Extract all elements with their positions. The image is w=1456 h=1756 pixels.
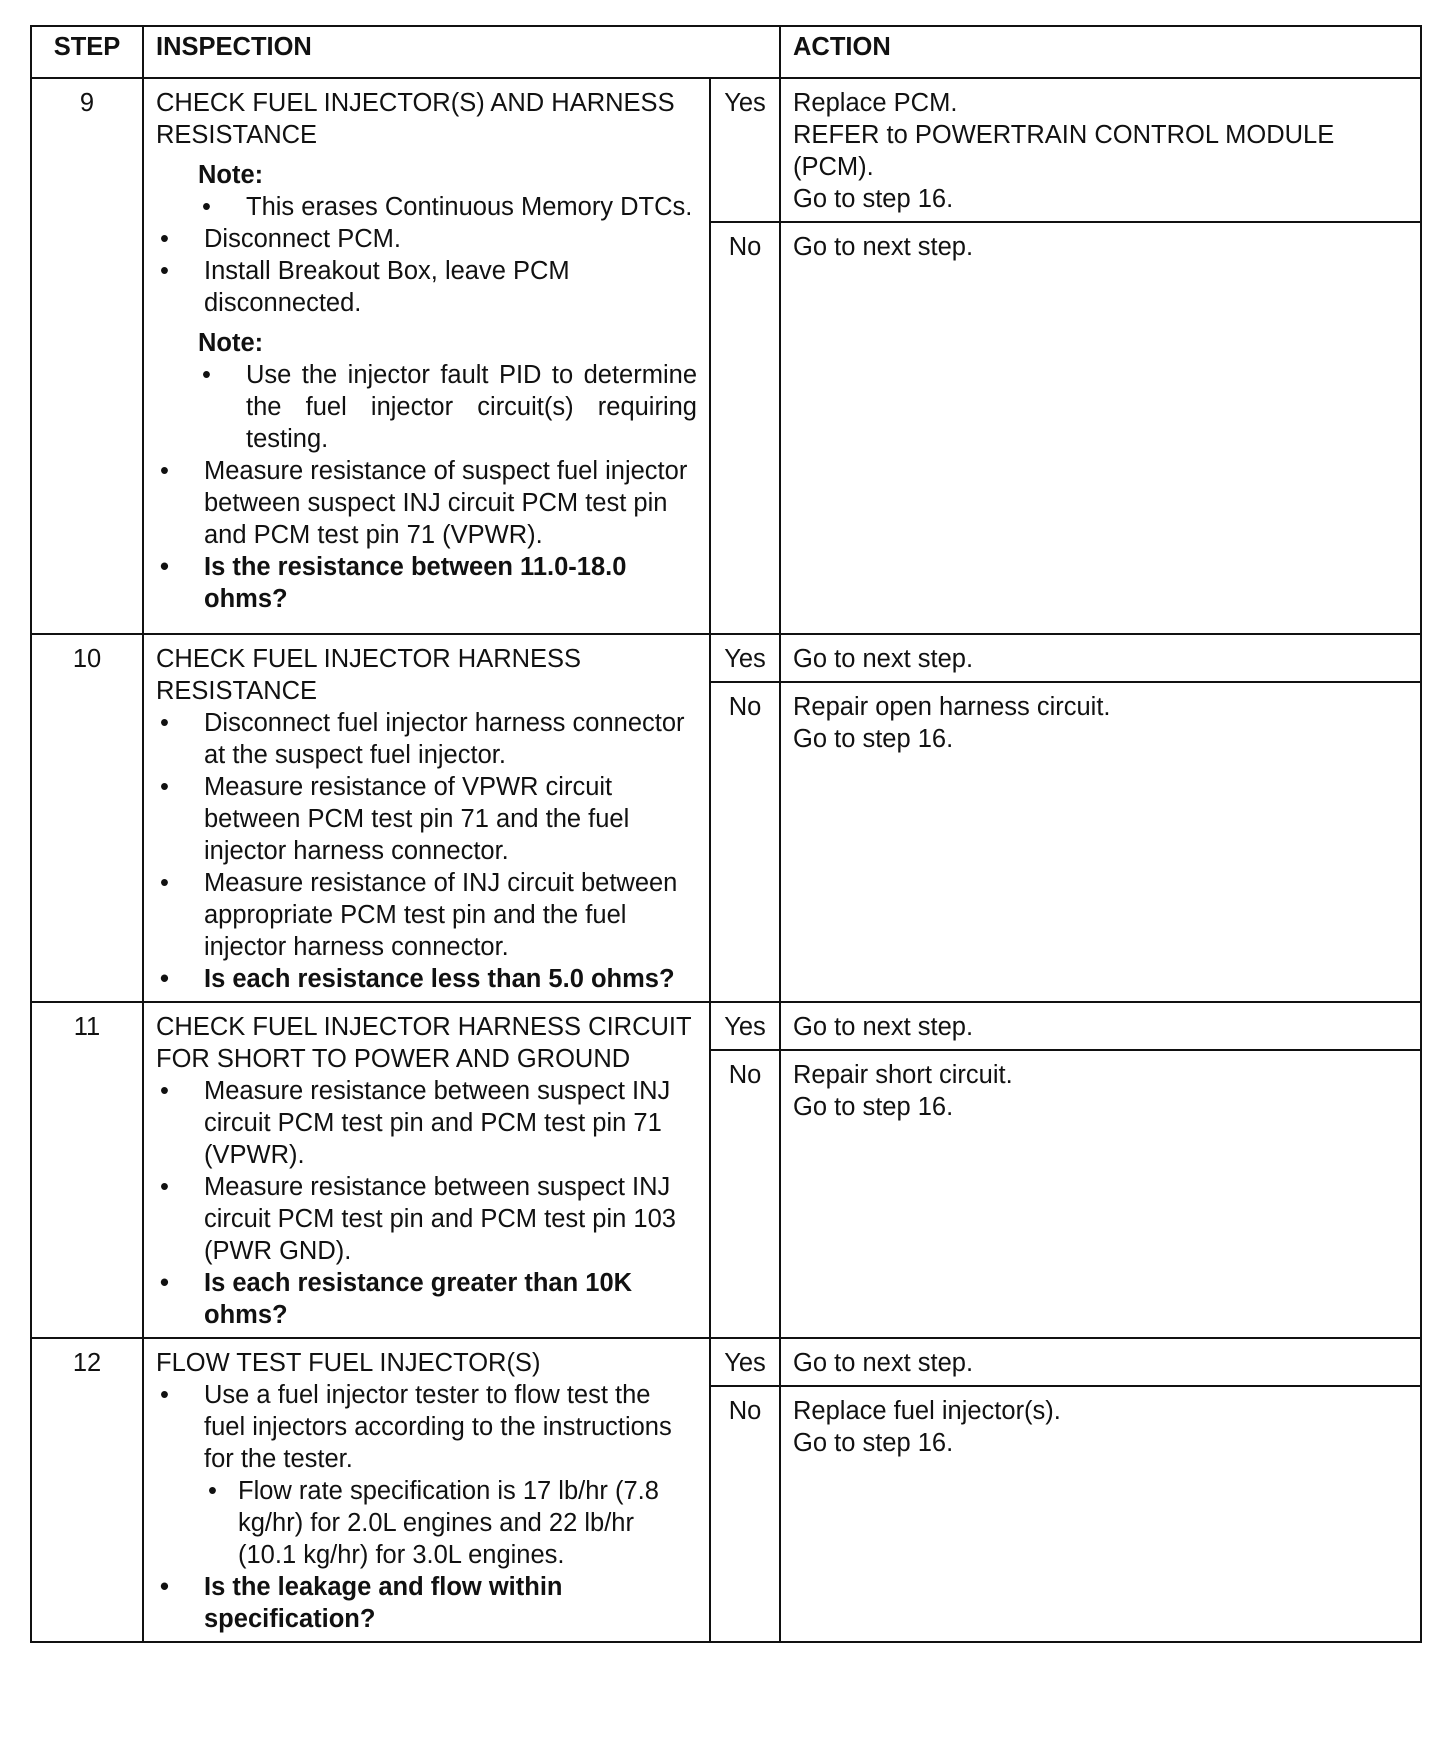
no-label: No [710, 1386, 780, 1642]
action-line: Go to step 16. [793, 725, 954, 753]
note-block [156, 159, 697, 223]
step-11-yes-row [31, 1002, 1421, 1050]
step-number: 11 [31, 1002, 143, 1338]
inspection-cell [143, 78, 710, 634]
inspection-cell [143, 1002, 710, 1338]
bullet-item: • Measure resistance of INJ circuit between appropriate PCM test pin and the fuel injector harness connector. [156, 867, 697, 963]
diagnostic-table [30, 25, 1422, 1643]
action-line: REFER to POWERTRAIN CONTROL MODULE (PCM). [793, 121, 1335, 181]
yes-label: Yes [710, 78, 780, 222]
action-line: Go to step 16. [793, 185, 954, 213]
question-item: • Is the leakage and flow within specification? [156, 1571, 697, 1635]
step-number: 10 [31, 634, 143, 1002]
note-label: Note: [198, 161, 264, 189]
action-line: Go to next step. [793, 233, 974, 261]
inspection-cell [143, 1338, 710, 1642]
no-label: No [710, 222, 780, 634]
question-item: • Is the resistance between 11.0-18.0 ohms? [156, 551, 697, 615]
step-number: 9 [31, 78, 143, 634]
question-item: • Is each resistance greater than 10K ohms? [156, 1267, 697, 1331]
no-label: No [710, 682, 780, 1002]
yes-label: Yes [710, 634, 780, 682]
bullet-item: • Measure resistance of suspect fuel injector between suspect INJ circuit PCM test pin and PCM test pin 71 (VPWR). [156, 455, 697, 551]
action-line: Replace PCM. [793, 89, 958, 117]
action-line: Repair short circuit. [793, 1061, 1013, 1089]
inspection-title: CHECK FUEL INJECTOR HARNESS CIRCUIT FOR SHORT TO POWER AND GROUND [156, 1013, 692, 1073]
note-block [156, 327, 697, 455]
step-number: 12 [31, 1338, 143, 1642]
yes-action-cell [780, 78, 1421, 222]
no-action-cell [780, 682, 1421, 1002]
action-line: Replace fuel injector(s). [793, 1397, 1061, 1425]
inspection-title: CHECK FUEL INJECTOR(S) AND HARNESS RESISTANCE [156, 89, 675, 149]
bullet-item: • Disconnect fuel injector harness connector at the suspect fuel injector. [156, 707, 697, 771]
step-10-yes-row [31, 634, 1421, 682]
action-line: Go to next step. [793, 1349, 974, 1377]
bullet-item: • Measure resistance between suspect INJ circuit PCM test pin and PCM test pin 103 (PWR GND). [156, 1171, 697, 1267]
action-line: Go to step 16. [793, 1429, 954, 1457]
step-12-yes-row [31, 1338, 1421, 1386]
no-label: No [710, 1050, 780, 1338]
note-item: • Use the injector fault PID to determine the fuel injector circuit(s) requiring testing. [198, 359, 697, 455]
header-row [31, 26, 1421, 78]
action-line: Go to step 16. [793, 1093, 954, 1121]
bullet-item: • Measure resistance of VPWR circuit between PCM test pin 71 and the fuel injector harness connector. [156, 771, 697, 867]
inspection-cell [143, 634, 710, 1002]
sub-bullet-item: • Flow rate specification is 17 lb/hr (7.8 kg/hr) for 2.0L engines and 22 lb/hr (10.1 kg/hr) for 3.0L engines. [204, 1475, 697, 1571]
inspection-header: INSPECTION [143, 26, 780, 78]
yes-action-cell [780, 1002, 1421, 1050]
yes-action-cell [780, 634, 1421, 682]
bullet-item: • Install Breakout Box, leave PCM disconnected. [156, 255, 697, 319]
action-header: ACTION [780, 26, 1421, 78]
note-label: Note: [198, 329, 264, 357]
inspection-title: FLOW TEST FUEL INJECTOR(S) [156, 1349, 541, 1377]
bullet-item: • Measure resistance between suspect INJ circuit PCM test pin and PCM test pin 71 (VPWR). [156, 1075, 697, 1171]
step-9-yes-row [31, 78, 1421, 222]
yes-label: Yes [710, 1338, 780, 1386]
bullet-item: • Disconnect PCM. [156, 223, 697, 255]
action-line: Repair open harness circuit. [793, 693, 1111, 721]
no-action-cell [780, 222, 1421, 634]
question-item: • Is each resistance less than 5.0 ohms? [156, 963, 697, 995]
bullet-item: • Use a fuel injector tester to flow test the fuel injectors according to the instructions for the tester. [156, 1379, 697, 1475]
note-item: • This erases Continuous Memory DTCs. [198, 191, 697, 223]
inspection-title: CHECK FUEL INJECTOR HARNESS RESISTANCE [156, 645, 582, 705]
no-action-cell [780, 1050, 1421, 1338]
step-header: STEP [31, 26, 143, 78]
action-line: Go to next step. [793, 645, 974, 673]
yes-action-cell [780, 1338, 1421, 1386]
no-action-cell [780, 1386, 1421, 1642]
yes-label: Yes [710, 1002, 780, 1050]
action-line: Go to next step. [793, 1013, 974, 1041]
